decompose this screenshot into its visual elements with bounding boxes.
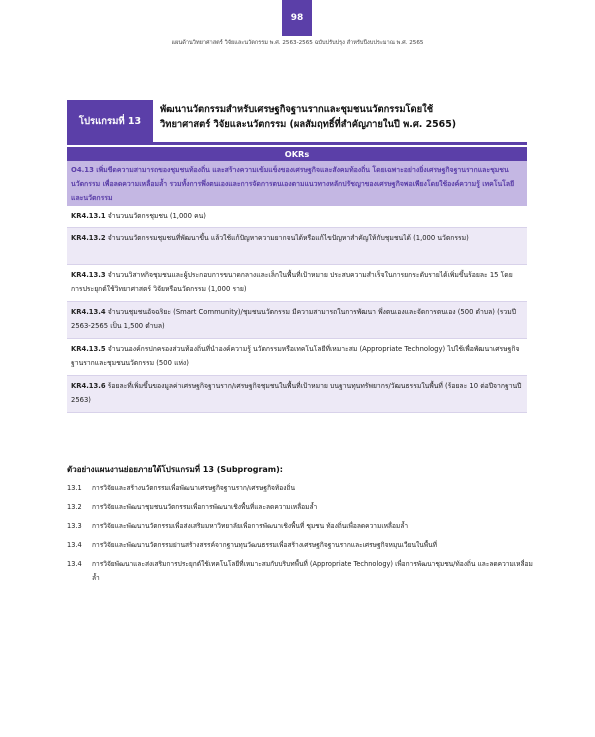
page-number: 98 [290,13,304,23]
subprogram-heading: ตัวอย่างแผนงานย่อยภายใต้โปรแกรมที่ 13 (Subprogram): [67,465,283,474]
program-title-line: วิทยาศาสตร์ วิจัยและนวัตกรรม (ผลสัมฤทธิ์ที่สำคัญภายในปี พ.ศ. 2565) [160,119,457,130]
kr-text: จำนวนนวัตกรชุมชน (1,000 คน) [107,212,206,220]
subprogram-list [67,481,537,590]
subprogram-text: การวิจัยพัฒนาและส่งเสริมการประยุกต์ใช้เทคโนโลยีที่เหมาะสมกับบริบทพื้นที่ (Appropriate Technology) เพื่อการพัฒนาชุมชน/ท้องถิ่น และลดความเหลื่อมล้ำ [92,560,533,582]
list-item [67,519,537,533]
page-number-tab [282,0,312,36]
subprogram-number: 13.1 [67,484,82,492]
key-result-row [67,339,527,376]
program-label: โปรแกรมที่ 13 [67,100,153,142]
subprogram-number: 13.4 [67,541,82,549]
kr-text: จำนวนชุมชนอัจฉริยะ (Smart Community)/ชุมชนนวัตกรรม มีความสามารถในการพัฒนา พึ่งตนเองและจัดการตนเอง (500 ตำบล) (รวมปี 2563-2565 เป็น 1,500 ตำบล) [71,308,516,330]
list-item [67,481,537,495]
okr-header: OKRs [67,147,527,161]
list-item [67,538,537,552]
kr-code: KR4.13.3 [71,271,106,279]
subprogram-text: การวิจัยและสร้างนวัตกรรมเพื่อพัฒนาเศรษฐกิจฐานราก/เศรษฐกิจท้องถิ่น [92,484,295,492]
kr-code: KR4.13.2 [71,234,106,242]
kr-text: จำนวนวิสาหกิจชุมชนและผู้ประกอบการขนาดกลางและเล็กในพื้นที่เป้าหมาย ประสบความสำเร็จในการยกระดับรายได้เพิ่มขึ้นร้อยละ 15 โดยการประยุกต์ใช้วิทยาศาสตร์ วิจัยหรือนวัตกรรม (1,000 ราย) [71,271,513,293]
subprogram-text: การวิจัยและพัฒนาชุมชนนวัตกรรมเพื่อการพัฒนาเชิงพื้นที่และลดความเหลื่อมล้ำ [92,503,318,511]
subprogram-number: 13.4 [67,560,82,568]
program-title [153,100,527,142]
key-result-row [67,376,527,413]
kr-code: KR4.13.5 [71,345,106,353]
program-header [67,100,527,145]
subprogram-text: การวิจัยและพัฒนานวัตกรรมเพื่อส่งเสริมมหาวิทยาลัยเพื่อการพัฒนาเชิงพื้นที่ ชุมชน ท้องถิ่นเพื่อลดความเหลื่อมล้ำ [92,522,409,530]
key-result-row [67,302,527,339]
kr-code: KR4.13.6 [71,382,106,390]
running-header: แผนด้านวิทยาศาสตร์ วิจัยและนวัตกรรม พ.ศ. 2563-2565 ฉบับปรับปรุง สำหรับปีงบประมาณ พ.ศ. 2565 [171,40,424,46]
key-result-row [67,265,527,302]
kr-text: ร้อยละที่เพิ่มขึ้นของมูลค่าเศรษฐกิจฐานราก/เศรษฐกิจชุมชนในพื้นที่เป้าหมาย บนฐานทุนทรัพยากร/วัฒนธรรมในพื้นที่ (ร้อยละ 10 ต่อปีจากฐานปี 2563) [71,382,522,404]
kr-text: จำนวนนวัตกรรมชุมชนที่พัฒนาขึ้น แล้วใช้แก้ปัญหาความยากจนได้หรือแก้ไขปัญหาสำคัญให้กับชุมชนได้ (1,000 นวัตกรรม) [107,234,469,242]
subprogram-number: 13.2 [67,503,82,511]
kr-code: KR4.13.4 [71,308,106,316]
subprogram-text: การวิจัยและพัฒนานวัตกรรมย่านสร้างสรรค์จากฐานทุนวัฒนธรรมเพื่อสร้างเศรษฐกิจฐานรากและเศรษฐกิจหมุนเวียนในพื้นที่ [92,541,437,549]
list-item [67,557,537,585]
list-item [67,500,537,514]
subprogram-number: 13.3 [67,522,82,530]
objective-row: O4.13 เพิ่มขีดความสามารถของชุมชนท้องถิ่น และสร้างความเข้มแข็งของเศรษฐกิจและสังคมท้องถิ่น โดยเฉพาะอย่างยิ่งเศรษฐกิจฐานรากและชุมชนนวัตกรรม เพื่อลดความเหลื่อมล้ำ รวมทั้งการพึ่งตนเองและการจัดการตนเองตามแนวทางหลักปรัชญาของเศรษฐกิจพอเพียงโดยใช้องค์ความรู้ เทคโนโลยี และนวัตกรรม [67,161,527,206]
key-result-row [67,206,527,228]
kr-text: จำนวนองค์กรปกครองส่วนท้องถิ่นที่นำองค์ความรู้ นวัตกรรมหรือเทคโนโลยีที่เหมาะสม (Appropriate Technology) ไปใช้เพื่อพัฒนาเศรษฐกิจฐานรากและชุมชนนวัตกรรม (500 แห่ง) [71,345,520,367]
program-block [67,100,527,413]
key-result-row [67,228,527,265]
kr-code: KR4.13.1 [71,212,106,220]
program-title-line: พัฒนานวัตกรรมสำหรับเศรษฐกิจฐานรากและชุมชนนวัตกรรมโดยใช้ [160,104,434,115]
